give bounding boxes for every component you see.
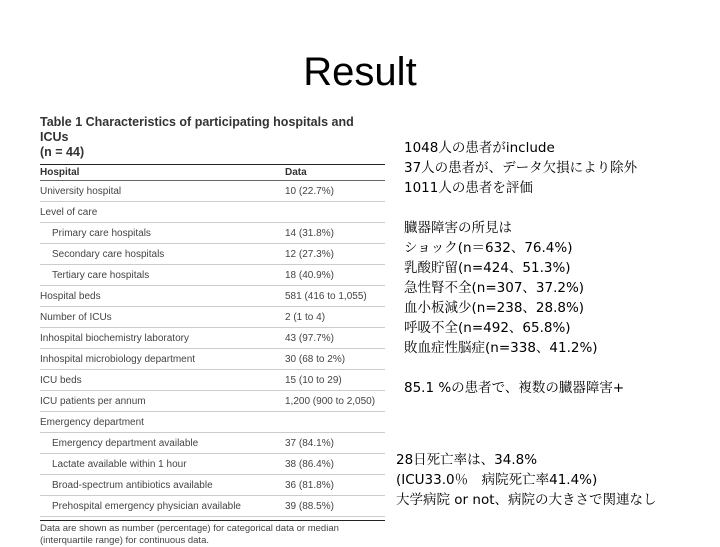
note-line: 28日死亡率は、34.8%	[396, 452, 538, 468]
row-label: Inhospital biochemistry laboratory	[40, 332, 189, 344]
row-value: 39 (88.5%)	[285, 500, 334, 512]
table-row	[40, 223, 385, 244]
row-label: Emergency department	[40, 416, 144, 428]
row-label: Emergency department available	[52, 437, 199, 449]
row-value: 14 (31.8%)	[285, 227, 334, 239]
row-value: 2 (1 to 4)	[285, 311, 326, 323]
row-value: 38 (86.4%)	[285, 458, 334, 470]
table-footnote	[40, 520, 385, 547]
table-row	[40, 181, 385, 202]
row-label: Inhospital microbiology department	[40, 353, 196, 365]
row-label: Primary care hospitals	[52, 227, 151, 239]
table-row	[40, 286, 385, 307]
note-line: 呼吸不全(n=492、65.8%)	[404, 320, 571, 336]
multi-organ-note: 85.1 %の患者で、複数の臓器障害+	[404, 380, 625, 396]
organ-dysfunction-block	[404, 218, 714, 358]
table-row	[40, 433, 385, 454]
table-row	[40, 307, 385, 328]
note-line: ショック(n＝632、76.4%)	[404, 240, 573, 256]
note-line: 臓器障害の所見は	[404, 220, 512, 236]
table-row	[40, 475, 385, 496]
note-line: (ICU33.0％ 病院死亡率41.4%)	[396, 472, 598, 488]
table-row	[40, 496, 385, 517]
table-row	[40, 202, 385, 223]
row-value: 36 (81.8%)	[285, 479, 334, 491]
note-line: 血小板減少(n=238、28.8%)	[404, 300, 585, 316]
note-line: 1011人の患者を評価	[404, 180, 533, 196]
row-label: Lactate available within 1 hour	[52, 458, 187, 470]
note-line: 急性腎不全(n=307、37.2%)	[404, 280, 585, 296]
table-header	[40, 164, 385, 181]
slide-title: Result	[303, 50, 417, 94]
results-notes	[404, 138, 714, 398]
row-value: 10 (22.7%)	[285, 185, 334, 197]
footnote-line2: (interquartile range) for continuous data.	[40, 535, 209, 546]
row-label: Secondary care hospitals	[52, 248, 165, 260]
row-value: 12 (27.3%)	[285, 248, 334, 260]
footnote-line1: Data are shown as number (percentage) for categorical data or median	[40, 523, 339, 534]
characteristics-table	[40, 115, 385, 547]
table-title	[40, 115, 385, 160]
table-row	[40, 412, 385, 433]
row-value: 43 (97.7%)	[285, 332, 334, 344]
header-hospital: Hospital	[40, 167, 80, 178]
table-row	[40, 370, 385, 391]
table-row	[40, 391, 385, 412]
table-title-line1: Table 1 Characteristics of participating hospitals and ICUs	[40, 115, 354, 144]
note-line: 1048人の患者がinclude	[404, 140, 555, 156]
patients-block	[404, 138, 714, 198]
table-row	[40, 454, 385, 475]
note-line: 大学病院 or not、病院の大きさで関連なし	[396, 492, 657, 508]
header-data: Data	[285, 167, 307, 178]
row-value: 15 (10 to 29)	[285, 374, 342, 386]
table-body	[40, 181, 385, 517]
row-label: ICU patients per annum	[40, 395, 146, 407]
table-row	[40, 244, 385, 265]
row-value: 581 (416 to 1,055)	[285, 290, 367, 302]
table-row	[40, 265, 385, 286]
row-label: ICU beds	[40, 374, 82, 386]
row-label: Number of ICUs	[40, 311, 112, 323]
mortality-block	[396, 450, 716, 510]
row-value: 18 (40.9%)	[285, 269, 334, 281]
table-row	[40, 328, 385, 349]
row-value: 1,200 (900 to 2,050)	[285, 395, 376, 407]
row-value: 37 (84.1%)	[285, 437, 334, 449]
row-label: Hospital beds	[40, 290, 101, 302]
table-title-line2: (n = 44)	[40, 145, 85, 159]
table-row	[40, 349, 385, 370]
row-label: Broad-spectrum antibiotics available	[52, 479, 213, 491]
note-line: 乳酸貯留(n=424、51.3%)	[404, 260, 571, 276]
row-label: Level of care	[40, 206, 98, 218]
row-label: Prehospital emergency physician available	[52, 500, 241, 512]
note-line: 37人の患者が、データ欠損により除外	[404, 160, 638, 176]
note-line: 敗血症性脳症(n=338、41.2%)	[404, 340, 598, 356]
row-label: Tertiary care hospitals	[52, 269, 150, 281]
row-value: 30 (68 to 2%)	[285, 353, 346, 365]
row-label: University hospital	[40, 185, 122, 197]
